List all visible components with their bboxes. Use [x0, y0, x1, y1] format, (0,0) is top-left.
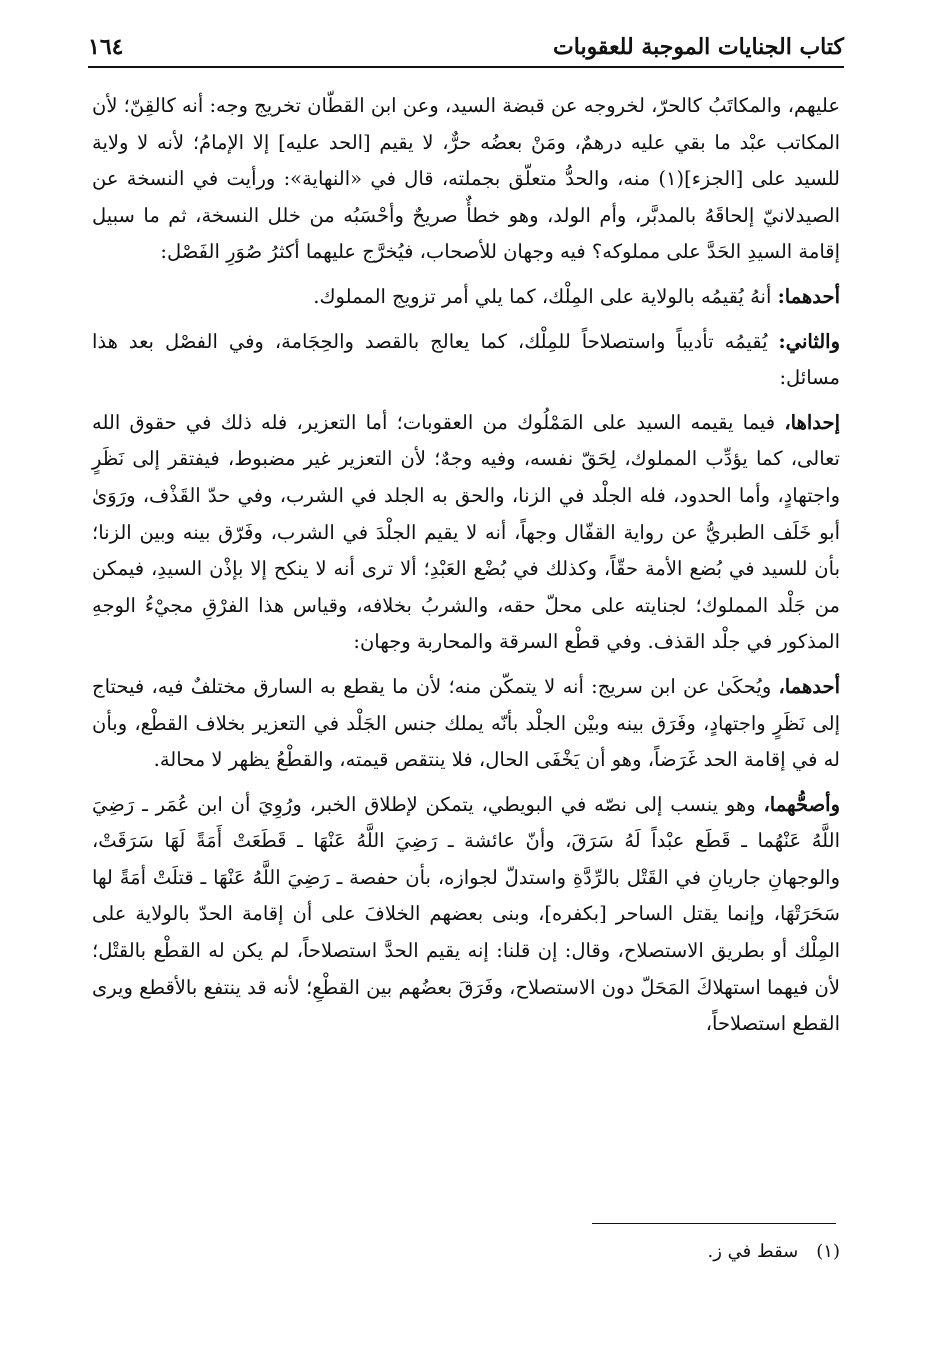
paragraph: [92, 88, 840, 271]
paragraph: [92, 279, 840, 316]
footnote-text: سقط في ز.: [707, 1241, 799, 1262]
paragraph-text: يُقيمُه تأديباً واستصلاحاً للمِلْك، كما يعالج بالقصد والحِجَامة، وفي الفصْل بعد هذا مسائل:: [92, 329, 840, 390]
paragraph-text: فيما يقيمه السيد على المَمْلُوك من العقوبات؛ أما التعزير، فله ذلك في حقوق الله تعالى، كما يؤدِّب المملوك، لِحَقّ نفسه، وفيه وجهٌ؛ لأن التعزير غير مضبوط، فيفتقر إلى نَظَرٍ واجتهادٍ، وأما الحدود، فله الجلْد في الزنا، والحق به الجلد في الشرب، وفي حدّ القَذْف، ورَوَىٰ أبو خَلَف الطبريُّ عن رواية القفّال وجهاً، أنه لا يقيم الجلْدَ في الشرب، وفَرّق بينه وبين الزنا؛ بأن للسيد في بُضع الأمة حقّاً، وكذلك في بُضْع العَبْدِ؛ ألا ترى أنه لا ينكح إلا بإذْن السيدِ، فيمكن من جَلْد المملوك؛ لجنايته على محلّ حقه، والشربُ بخلافه، وقياس هذا الفرْقِ مجيْءُ الوجهِ المذكور في جلْد القذف. وفي قطْع السرقة والمحاربة وجهان:: [92, 410, 840, 654]
paragraph-lead: أحدهما:: [777, 284, 840, 308]
paragraph-text: وهو ينسب إلى نصّه في البويطي، يتمكن لإطلاق الخبر، ورُوِيَ أن ابن عُمَر ـ رَضِيَ اللَّهُ عَنْهُما ـ قَطَع عبْداً لَهُ سَرَقَ، وأنّ عائشة ـ رَضِيَ اللَّهُ عَنْهَا ـ قَطَعَتْ أَمَةً لَهَا سَرَقَتْ، والوجهانِ جاريانِ في القَتْل بالرِّدَّةِ واستدلّ لجوازه، بأن حفصة ـ رَضِيَ اللَّهُ عَنْهَا ـ قتلَتْ أمَةً لها سَحَرَتْهَا، وإنما يقتل الساحر [بكفره]، وبنى بعضهم الخلافَ على أن إقامة الحدّ بالولاية على المِلْك أو بطريق الاستصلاح، وقال: إن قلنا: إنه يقيم الحدَّ استصلاحاً، لم يكن له القطْع بالقتْل؛ لأن فيهما استهلاكَ المَحَلّ دون الاستصلاح، وفَرَقَ بعضُهم بين القطْعِ؛ لأنه قد ينتفع بالأقطع ويرى القطع استصلاحاً،: [92, 792, 840, 1036]
paragraph-lead: أحدهما،: [778, 674, 840, 698]
paragraph: [92, 405, 840, 661]
page-number: ١٦٤: [88, 34, 124, 60]
running-title: كتاب الجنايات الموجبة للعقوبات: [553, 34, 844, 60]
footnote-divider: [592, 1223, 836, 1224]
main-text: [92, 88, 840, 1051]
paragraph-lead: إحداها،: [784, 410, 840, 434]
page-header: [88, 30, 844, 64]
paragraph: [92, 669, 840, 779]
paragraph: [92, 787, 840, 1043]
paragraph-text: ويُحكَىٰ عن ابن سريج: أنه لا يتمكّن منه؛ لأن ما يقطع به السارق مختلفٌ فيه، فيحتاج إلى نَظَرٍ واجتهادٍ، وفَرَق بينه وبيْن الجلْد بأنّه يملك جنس الجَلْد في التعزير بخلاف القطْع، وبأن له في إقامة الحد غَرَضاً، وهو أن يَخْفَى الحال، فلا ينتقص قيمته، والقطْعُ يظهر لا محالة.: [92, 674, 840, 772]
paragraph-lead: وأصحُّهما،: [763, 792, 840, 816]
paragraph-text: أنهُ يُقيمُه بالولاية على المِلْك، كما يلي أمر تزويج المملوك.: [313, 284, 778, 308]
header-divider: [88, 66, 844, 68]
footnote: [440, 1238, 840, 1266]
paragraph-text: عليهم، والمكاتَبُ كالحرّ، لخروجه عن قبضة السيد، وعن ابن القطّان تخريج وجه: أنه كالقِنّ؛ لأن المكاتب عبْد ما بقي عليه درهمٌ، ومَنْ بعضُه حرٌّ، لا يقيم [الحد عليه] إلا الإمامُ؛ لأنه لا ولاية للسيد على [الجزء](١) منه، والحدُّ متعلّق بجملته، قال في «النهاية»: ورأيت في النسخة عن الصيدلانيّ إلحاقَهُ بالمدبَّر، وأم الولد، وهو خطأٌ صريحٌ وأحْسَبُه من خلل النسخة، ثم ما سبيل إقامة السيدِ الحَدَّ على مملوكه؟ فيه وجهان للأصحاب، فيُخرَّج عليهما أكثرُ صُوَرِ الفَصْل:: [92, 94, 840, 264]
paragraph: [92, 324, 840, 397]
footnote-number: (١): [816, 1241, 840, 1262]
paragraph-lead: والثاني:: [778, 329, 840, 353]
